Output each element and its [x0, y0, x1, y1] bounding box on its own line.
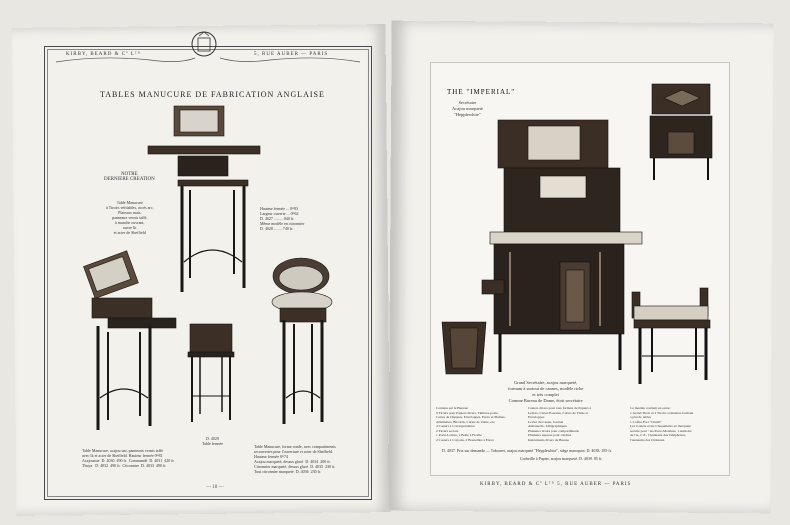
page-number: — 18 —	[206, 485, 224, 490]
main-table-description: Table Manucure à Tiroirs véritables, accès arc, Plateaux mats, panneaux vernis taffé, à manche ouvrant, ouvre lit et acier de Sheffield	[106, 200, 154, 235]
contents-list-middle: Casiers divers pour tous formats de Papiers à Lettres, Cartes Postales, Cartes de Visite et Enveloppes Levier du Casier, Journal Almanachs, Télégraphiques Plusieurs tiroirs pour compartiments Plusieurs espaces pour rondins Instruments divers de Bureau	[528, 406, 592, 442]
right-footer: KIRBY, BEARD & Cº Lᵀᴰ 5, RUE AUBER — PARIS	[480, 482, 632, 487]
bottom-left-description: Table Manucure, acajou uni, panneaux vernis taffé avec lit et acier de Sheffield. Hauteur fermée 0ᵐ81 Acajoumie D. 4030 490 fr. Commandé D. 4031 420 fr. Thuya D. 4032 490 fr. Citronnier D. 4033 490 fr.	[82, 448, 175, 468]
imperial-title: THE "IMPERIAL"	[447, 88, 516, 96]
price-line: D. 4037. Prix sur demande — Tabouret, acajou marqueté "Hepplewhite", siège maroquin. D. 4038. 185 fr.	[442, 448, 612, 453]
small-cabinet	[650, 84, 712, 180]
contents-list-left: Contenu sur le Bureau: 9 Tiroirs pour Papiers divers, Timbres-poste, Cartes de Chèques, Enveloppes, Encre et Plumes, Allumettes, Buvards, Cartes de Visite, etc. 4 Casiers à Correspondance 2 Tiroirs secrets 1 Porte-Lettres, 1 Boîte à Ficelle 2 Casiers à Crayons, 2 Bouteilles à Encre	[436, 406, 506, 442]
contents-list-right: Ce meuble contient en outre: 1 Grand Tiroir et 2 Tiroirs ordinaires formant a plat de tables 1 Coffre-Fort "Chubb" Les Casiers et les Classements en marqueté secrète pour : les Porte-Monnaie, 1 Armoire de l'A.-C.F., l'Annuaire des Téléphones, l'Annuaire des Châteaux.	[630, 406, 694, 442]
hepplewhite-stool	[632, 288, 710, 384]
grand-secretaire	[482, 120, 642, 372]
imperial-subtitle: Secrétaire Acajou marqueté "Hepplewhite"	[452, 100, 483, 117]
main-table-dimensions: Hauteur fermée ... 0ᵐ83 Largeur ouverte ... 0ᵐ62 D. 4027 ......... 840 fr. Même modèle en citronnier D. 4028 ........ 740 fr.	[260, 206, 305, 231]
price-line-basket: Corbeille à Papier, acajou marqueté. D. 4039. 85 fr.	[520, 456, 603, 461]
left-page-title: TABLES MANUCURE DE FABRICATION ANGLAISE	[100, 90, 325, 99]
secretaire-main-caption: Grand Secrétaire, acajou marqueté, formant à surtout de cannes, modèle riche et très complet Comme Bureau de Dame, étoit secrétaire	[508, 380, 584, 403]
table-4029-label: D. 4029 Table fermée	[202, 436, 223, 446]
waste-paper-basket	[442, 322, 486, 374]
left-header-company: KIRBY, BEARD & Cº Lᵀᴰ	[66, 52, 141, 57]
bottom-right-description: Table Manucure, forme ronde, avec compartiments recouvertes pour l'ouverture et acier de Sheffield. Hauteur fermée 0ᵐ74 Acajou marqueté, dessus glacé D. 4034 200 fr. Citronnier marqueté, dessus glacé D. 4035 230 fr. Tout citronnier marqueté D. 4036 230 fr.	[254, 444, 336, 474]
left-header-address: 5, RUE AUBER — PARIS	[254, 52, 329, 57]
notre-creation-label: NOTRE DERNIERE CREATION	[104, 172, 155, 182]
